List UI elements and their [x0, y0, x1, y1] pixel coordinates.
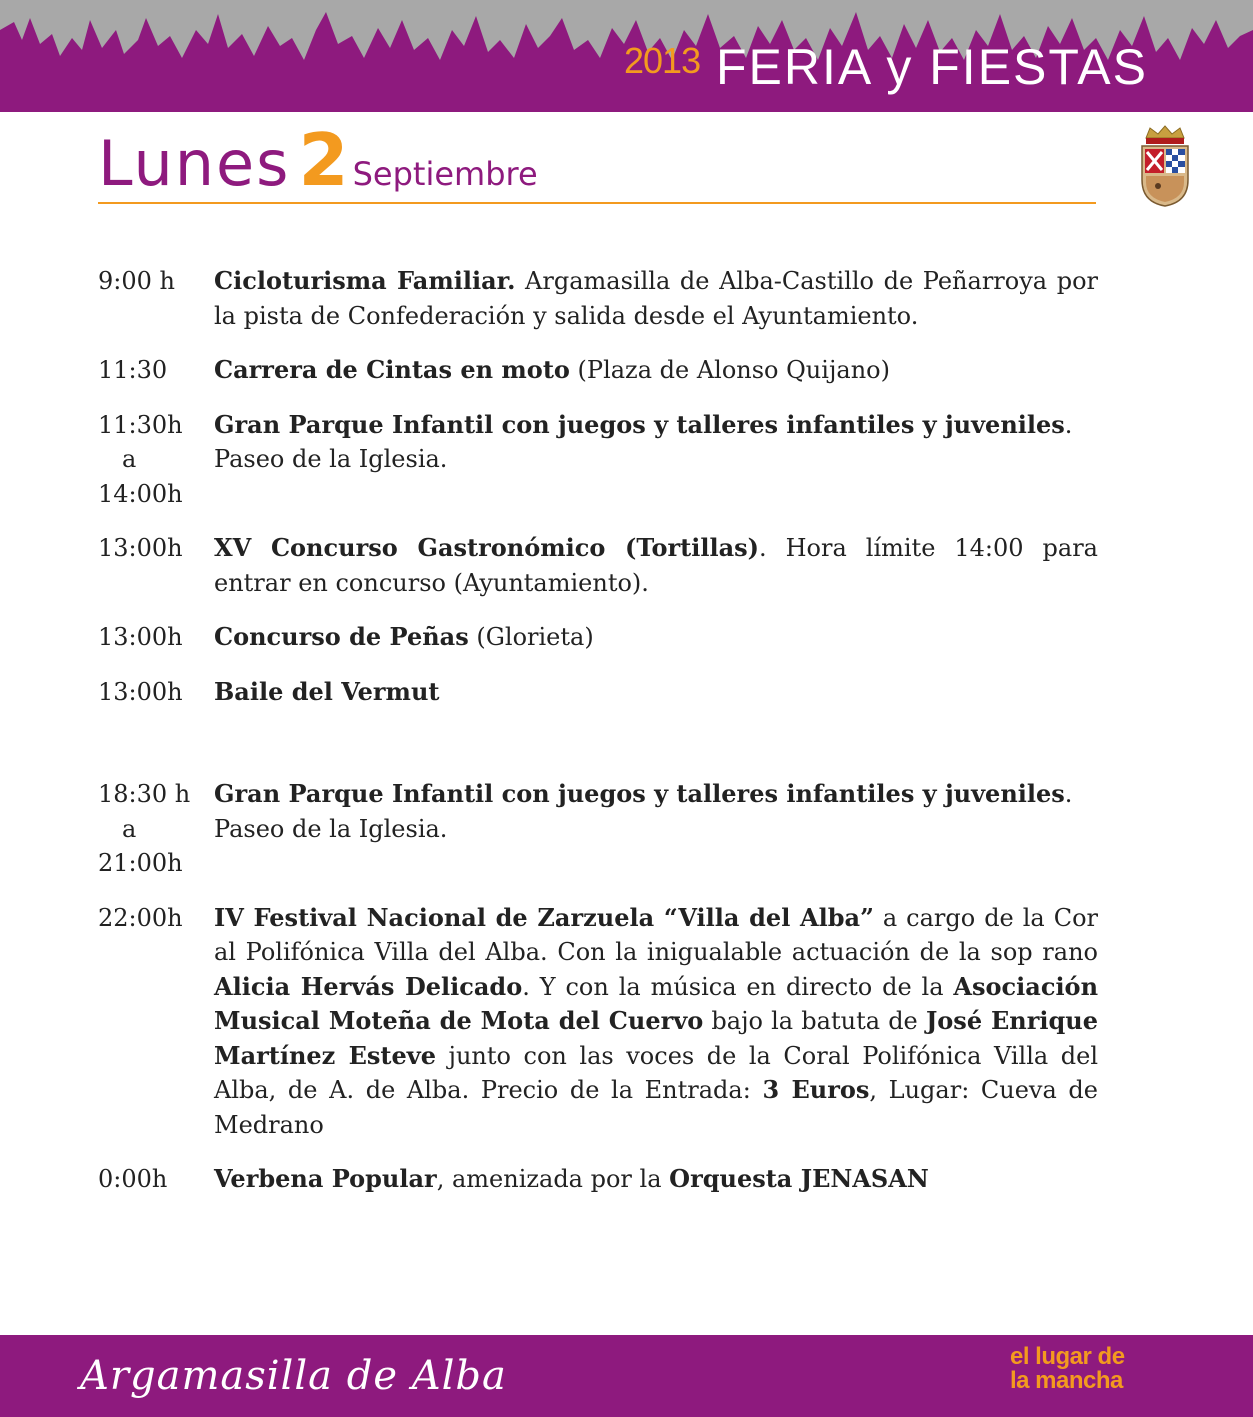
event-description: [214, 531, 1098, 600]
event-time-line: 11:30h: [98, 410, 183, 439]
event-text: bajo la batuta de: [703, 1007, 926, 1035]
event-text: Paseo de la Iglesia.: [214, 445, 448, 473]
header-year: 2013: [624, 40, 701, 81]
day-heading: [98, 118, 538, 202]
event-row: [98, 620, 1098, 655]
event-highlight: XV Concurso Gastronómico (Tortillas): [214, 533, 760, 562]
event-description: [214, 675, 1098, 710]
event-highlight: Concurso de Peñas: [214, 622, 469, 651]
day-name: Lunes: [98, 127, 291, 200]
event-highlight: Orquesta JENASAN: [669, 1164, 929, 1193]
event-text: . Y con la música en directo de la: [522, 972, 954, 1001]
event-time: [98, 675, 214, 710]
event-time-line: 14:00h: [98, 479, 183, 508]
event-highlight: Asociación Musical Moteña de Mota del Cuervo: [214, 971, 1099, 1035]
event-time: [98, 901, 214, 1143]
event-time-line: 9:00 h: [98, 267, 175, 295]
event-program: [98, 264, 1098, 1197]
footer-town-name: Argamasilla de Alba: [80, 1353, 507, 1399]
event-time-line: 21:00h: [98, 849, 183, 877]
event-time-line: a: [122, 814, 137, 843]
header-banner: [0, 0, 1253, 112]
event-time-line: 18:30 h: [98, 780, 191, 808]
event-time: [98, 408, 214, 512]
event-text: .: [1064, 780, 1073, 808]
event-highlight: 3 Euros: [762, 1075, 870, 1104]
event-time-line: 13:00h: [98, 534, 183, 562]
footer-slogan: [1010, 1345, 1125, 1393]
event-text: .: [1064, 410, 1073, 439]
event-row: [98, 777, 1098, 881]
event-row: [98, 531, 1098, 600]
event-highlight: Alicia Hervás Delicado: [214, 971, 523, 1001]
event-time-line: 11:30: [98, 356, 168, 384]
event-text: Argamasilla de Alba-Castillo de Peñarroya por la pista de Confederación y salida desde el Ayuntamiento.: [214, 267, 1098, 330]
event-time-line: 0:00h: [98, 1165, 168, 1193]
event-text: . Hora límite 14:00 para entrar en concurso (Ayuntamiento).: [214, 534, 1098, 597]
event-time: [98, 264, 214, 333]
event-time-line: a: [122, 445, 137, 473]
event-time: [98, 1162, 214, 1197]
event-description: [214, 1162, 1098, 1197]
event-description: [214, 901, 1098, 1143]
event-row: [98, 353, 1098, 388]
event-highlight: Baile del Vermut: [214, 676, 440, 706]
event-text: Paseo de la Iglesia.: [214, 814, 448, 843]
footer-band: [0, 1335, 1253, 1417]
event-highlight: Gran Parque Infantil con juegos y talleres infantiles y juveniles: [214, 779, 1065, 808]
event-description: [214, 408, 1098, 512]
event-time-line: 13:00h: [98, 677, 183, 706]
event-time-line: 13:00h: [98, 623, 183, 651]
event-row: [98, 675, 1098, 710]
footer-slogan-line: la mancha: [1010, 1367, 1123, 1394]
event-row: [98, 264, 1098, 333]
event-text: , amenizada por la: [436, 1165, 670, 1193]
coat-of-arms-icon: [1138, 124, 1192, 208]
day-month: Septiembre: [352, 155, 538, 193]
title-divider: [98, 202, 1096, 204]
event-highlight: Gran Parque Infantil con juegos y talleres infantiles y juveniles: [214, 409, 1065, 439]
event-highlight: Carrera de Cintas en moto: [214, 355, 570, 384]
event-row: [98, 1162, 1098, 1197]
event-description: [214, 264, 1098, 333]
event-description: [214, 353, 1098, 388]
event-text: (Plaza de Alonso Quijano): [569, 356, 890, 384]
event-highlight: Verbena Popular: [214, 1164, 437, 1193]
day-number: 2: [298, 118, 349, 202]
event-highlight: Cicloturisma Familiar.: [214, 266, 516, 295]
event-text: a cargo de la Cor al Polifónica Villa del Alba. Con la inigualable actuación de la sop rano: [214, 903, 1098, 966]
event-time-line: 22:00h: [98, 903, 183, 932]
event-time: [98, 531, 214, 600]
event-text: (Glorieta): [468, 623, 594, 651]
footer-slogan-line: el lugar de: [1010, 1343, 1125, 1370]
header-title: FERIA y FIESTAS: [716, 39, 1148, 95]
event-row: [98, 408, 1098, 512]
event-text: junto con las voces de la Coral Polifónica Villa del Alba, de A. de Alba. Precio de la Entrada:: [214, 1041, 1099, 1104]
event-time: [98, 353, 214, 388]
event-time: [98, 777, 214, 881]
event-highlight: IV Festival Nacional de Zarzuela “Villa del Alba”: [214, 902, 874, 932]
event-time: [98, 620, 214, 655]
event-text: , Lugar: Cueva de Medrano: [214, 1076, 1098, 1139]
event-row: [98, 901, 1098, 1143]
event-description: [214, 777, 1098, 881]
event-highlight: José Enrique Martínez Esteve: [214, 1006, 1098, 1070]
event-description: [214, 620, 1098, 655]
